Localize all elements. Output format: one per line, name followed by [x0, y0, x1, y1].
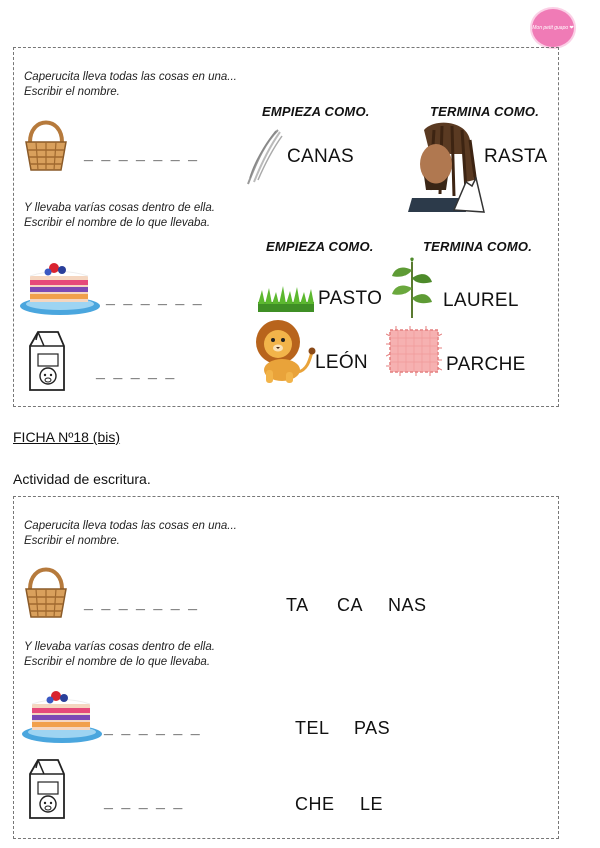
answer-blank[interactable]: _ _ _ _ _ — [96, 364, 177, 381]
instruction-2 — [24, 201, 215, 231]
syllable: TEL — [295, 718, 330, 738]
cake-icon — [18, 254, 102, 318]
answer-blank[interactable]: _ _ _ _ _ _ — [106, 290, 204, 307]
start-word: PASTO — [318, 288, 383, 309]
answer-blank[interactable]: _ _ _ _ _ _ _ — [84, 146, 199, 163]
answer-blank[interactable]: _ _ _ _ _ — [104, 794, 185, 811]
logo-text: Mon petit guapo ❤ — [532, 25, 574, 31]
syllable: CHE — [295, 794, 335, 814]
activity-title: Actividad de escritura. — [13, 471, 151, 487]
instruction-line: Caperucita lleva todas las cosas en una... — [24, 520, 237, 532]
syllable: NAS — [388, 595, 427, 615]
header-termina: TERMINA COMO. — [430, 104, 539, 119]
instruction-line: Y llevaba varías cosas dentro de ella. — [24, 641, 215, 653]
instruction-line: Escribir el nombre. — [24, 535, 120, 547]
syllable: TA — [286, 595, 309, 615]
instruction-1 — [24, 519, 237, 549]
lion-icon — [252, 318, 316, 384]
grass-icon — [258, 286, 314, 312]
end-word: LAUREL — [443, 290, 519, 311]
end-word: RASTA — [484, 146, 548, 167]
header-empieza: EMPIEZA COMO. — [266, 239, 374, 254]
laurel-branch-icon — [390, 256, 434, 318]
answer-blank[interactable]: _ _ _ _ _ _ _ — [84, 595, 199, 612]
basket-icon — [22, 112, 70, 174]
instruction-line: Escribir el nombre de lo que llevaba. — [24, 656, 211, 668]
header-empieza: EMPIEZA COMO. — [262, 104, 370, 119]
cake-icon — [20, 682, 104, 746]
basket-icon — [22, 559, 70, 621]
instruction-1 — [24, 70, 237, 100]
syllable: PAS — [354, 718, 391, 738]
instruction-line: Y llevaba varías cosas dentro de ella. — [24, 202, 215, 214]
milk-carton-icon — [24, 758, 66, 820]
milk-carton-icon — [24, 330, 66, 392]
rasta-man-icon — [404, 120, 486, 214]
start-word: LEÓN — [315, 352, 368, 373]
syllable: LE — [360, 794, 384, 814]
answer-blank[interactable]: _ _ _ _ _ _ — [104, 720, 202, 737]
header-termina: TERMINA COMO. — [423, 239, 532, 254]
gray-hair-icon — [244, 128, 284, 186]
logo — [530, 7, 574, 47]
patch-icon — [386, 326, 442, 376]
ficha-title: FICHA Nº18 (bis) — [13, 429, 121, 445]
start-word: CANAS — [287, 146, 354, 167]
instruction-2 — [24, 640, 215, 670]
instruction-line: Escribir el nombre. — [24, 86, 120, 98]
syllable: CA — [337, 595, 364, 615]
instruction-line: Caperucita lleva todas las cosas en una... — [24, 71, 237, 83]
instruction-line: Escribir el nombre de lo que llevaba. — [24, 217, 211, 229]
end-word: PARCHE — [446, 354, 526, 375]
